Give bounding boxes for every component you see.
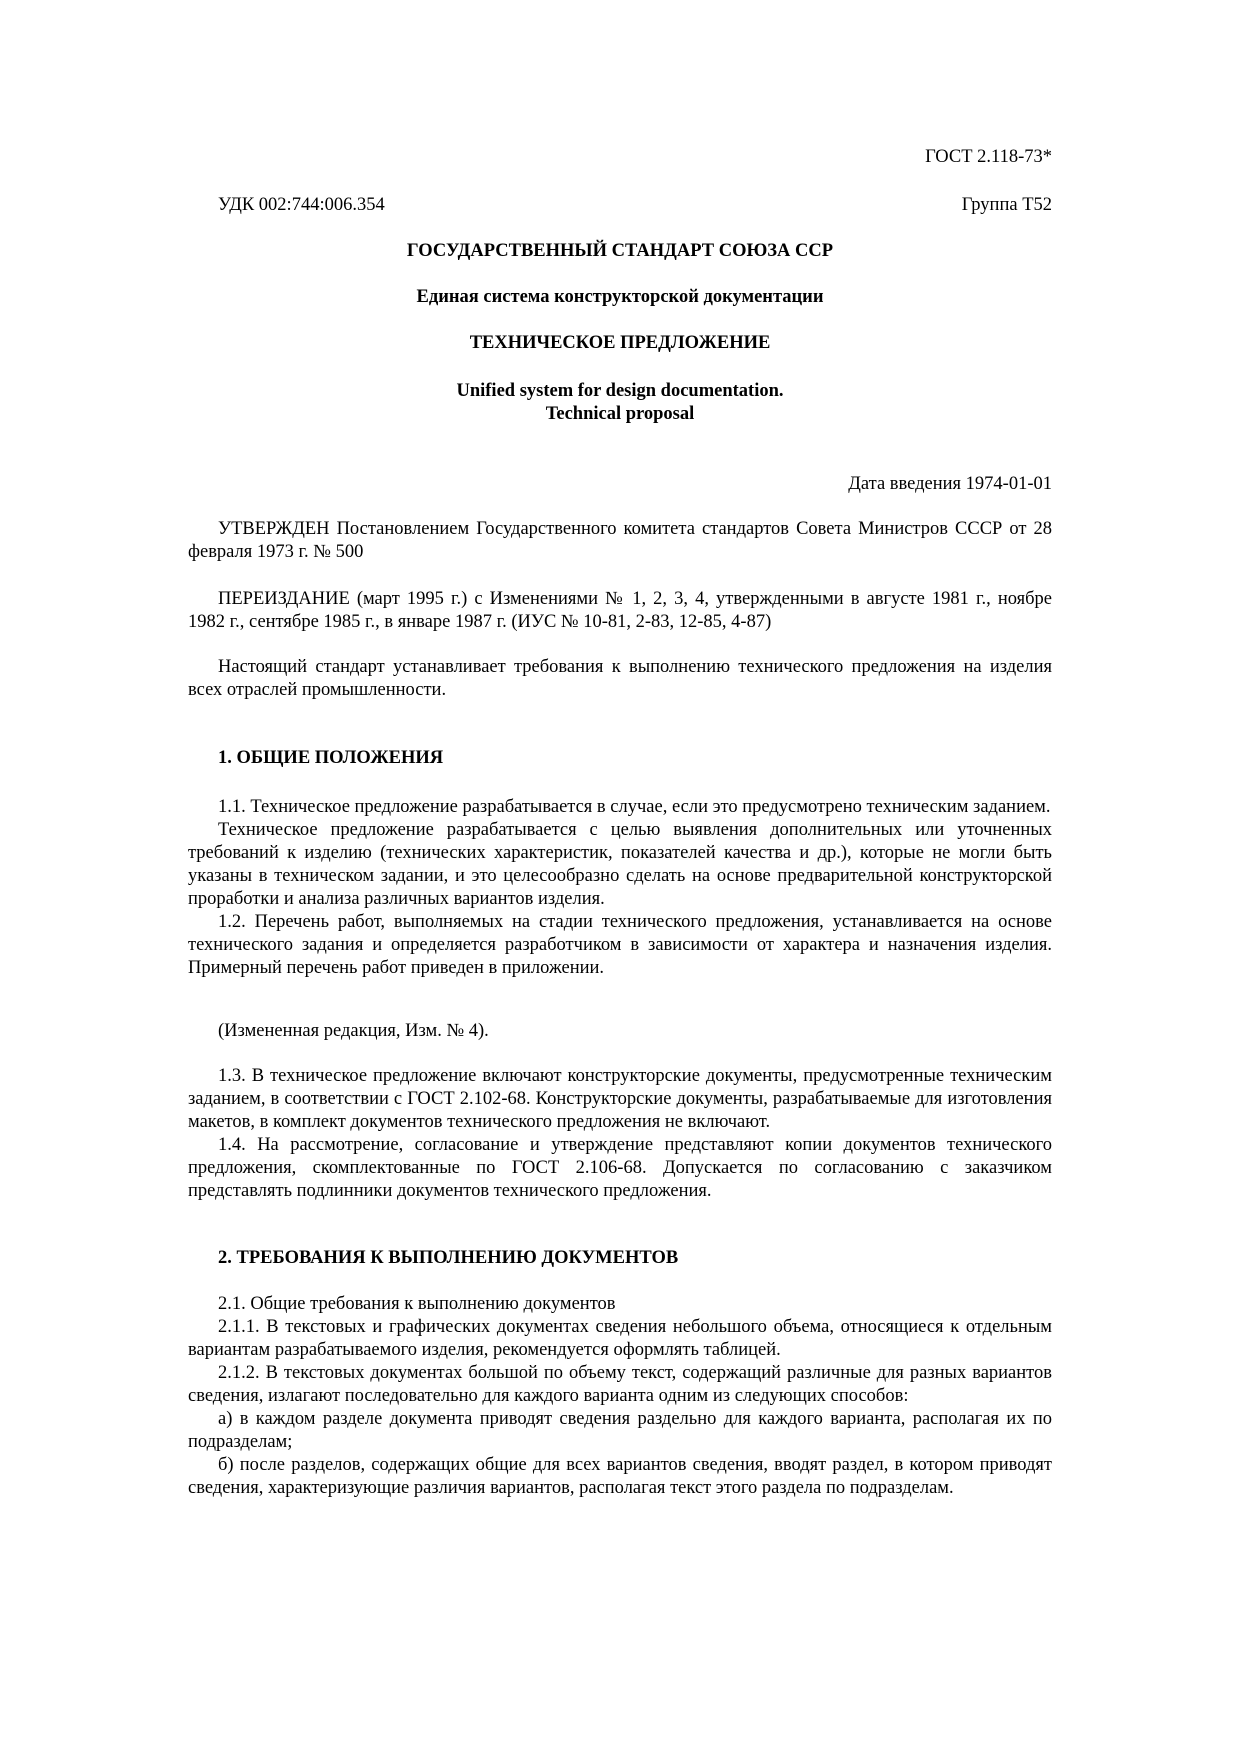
gost-number: ГОСТ 2.118-73* [925,147,1052,167]
document-title: ТЕХНИЧЕСКОЕ ПРЕДЛОЖЕНИЕ [469,333,771,353]
section-1-heading: 1. ОБЩИЕ ПОЛОЖЕНИЯ [218,748,444,768]
section-1-body-continued [188,1065,1052,1203]
clause-1-4: 1.4. На рассмотрение, согласование и утверждение представляют копии документов технического предложения, скомплектованные по ГОСТ 2.106-68. Допускается по согласованию с заказчиком представлять подлинники документов технического предложения. [188,1135,1052,1201]
system-title: Единая система конструкторской документации [416,287,824,307]
clause-2-1: 2.1. Общие требования к выполнению документов [218,1294,616,1314]
list-item-a: а) в каждом разделе документа приводят сведения раздельно для каждого варианта, располагая их по подразделам; [188,1409,1052,1452]
clause-1-1-continued: Техническое предложение разрабатывается с целью выявления дополнительных или уточненных требований к изделию (технических характеристик, показателей качества и др.), которые не могли быть указаны в техническом задании, и это целесообразно сделать на основе предварительной конструкторской проработки и анализа различных вариантов изделия. [188,820,1052,909]
list-item-b: б) после разделов, содержащих общие для всех вариантов сведения, вводят раздел, в котором приводят сведения, характеризующие различия вариантов, располагая текст этого раздела по подразделам. [188,1455,1052,1498]
scope-paragraph: Настоящий стандарт устанавливает требования к выполнению технического предложения на изделия всех отраслей промышленности. [188,657,1052,700]
clause-1-2: 1.2. Перечень работ, выполняемых на стадии технического предложения, устанавливается на основе технического задания и определяется разработчиком в зависимости от характера и назначения изделия. Примерный перечень работ приведен в приложении. [188,912,1052,978]
section-1-body [188,796,1052,980]
introduction-date: Дата введения 1974-01-01 [848,474,1052,494]
approved-paragraph: УТВЕРЖДЕН Постановлением Государственного комитета стандартов Совета Министров СССР от 28 февраля 1973 г. № 500 [188,519,1052,562]
udk-code: УДК 002:744:006.354 [218,195,385,215]
udk-group-row [188,194,1052,217]
clause-2-1-2: 2.1.2. В текстовых документах большой по объему текст, содержащий различные для разных вариантов сведения, излагают последовательно для каждого варианта одним из следующих способов: [188,1363,1052,1406]
clause-2-1-1: 2.1.1. В текстовых и графических документах сведения небольшого объема, относящиеся к отдельным вариантам разрабатываемого изделия, рекомендуется оформлять таблицей. [188,1317,1052,1360]
amendment-note: (Измененная редакция, Изм. № 4). [218,1021,489,1041]
group-code: Группа Т52 [961,195,1052,215]
state-standard-title: ГОСУДАРСТВЕННЫЙ СТАНДАРТ СОЮЗА ССР [406,241,834,261]
clause-1-3: 1.3. В техническое предложение включают конструкторские документы, предусмотренные техническим заданием, в соответствии с ГОСТ 2.102-68. Конструкторские документы, разрабатываемые для изготовления макетов, в комплект документов технического предложения не включают. [188,1066,1052,1132]
reissue-paragraph: ПЕРЕИЗДАНИЕ (март 1995 г.) с Изменениями № 1, 2, 3, 4, утвержденными в августе 1981 г., ноябре 1982 г., сентябре 1985 г., в январе 1987 г. (ИУС № 10-81, 2-83, 12-85, 4-87) [188,589,1052,632]
english-title-line-1: Unified system for design documentation. [456,381,784,401]
section-2-heading: 2. ТРЕБОВАНИЯ К ВЫПОЛНЕНИЮ ДОКУМЕНТОВ [218,1248,679,1268]
clause-1-1: 1.1. Техническое предложение разрабатывается в случае, если это предусмотрено техническим заданием. [218,797,1051,817]
english-title-line-2: Technical proposal [545,404,695,424]
section-2-body [188,1293,1052,1500]
